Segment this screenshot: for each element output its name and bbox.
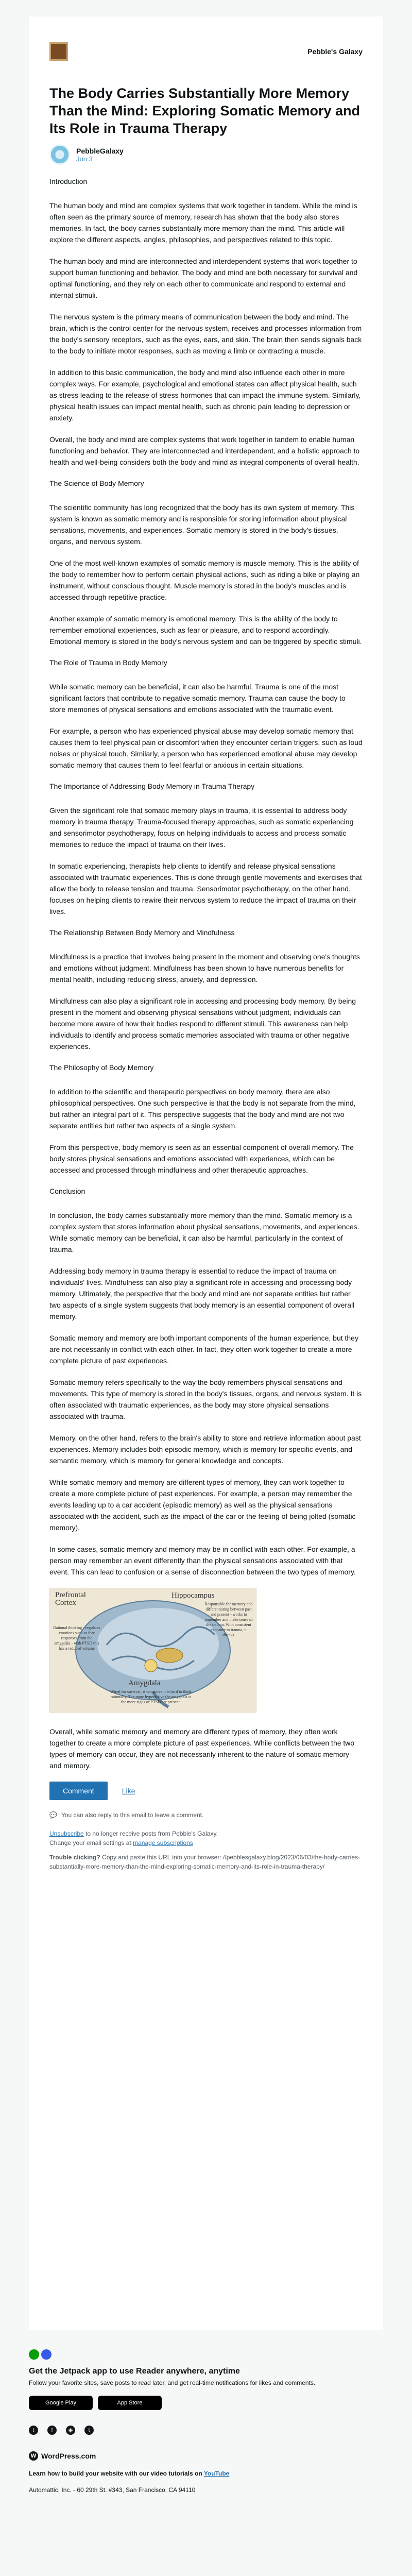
trouble-label: Trouble clicking? bbox=[49, 1854, 100, 1861]
body-paragraph: While somatic memory and memory are different types of memory, they can work together to create a more complete picture of past experiences. For example, a person may remember the events leading up to a car accident (episodic memory) as well as the physical sensations associated with the accident, such as the impact of the car or the feeling of being jolted (somatic memory). bbox=[49, 1478, 356, 1532]
jetpack-logo bbox=[29, 2349, 383, 2360]
jetpack-icon bbox=[29, 2349, 39, 2360]
section-heading: Conclusion bbox=[49, 1187, 85, 1195]
section-heading: The Importance of Addressing Body Memory in Trauma Therapy bbox=[49, 782, 255, 790]
body-paragraph: For example, a person who has experienced physical abuse may develop somatic memory that causes them to feel physical pain or discomfort when they encounter certain triggers, such as loud noises or physical touch. Similarly, a person who has experienced emotional abuse may develop somatic memory that causes them to feel fearful or anxious in certain situations. bbox=[49, 727, 363, 769]
brain-figure bbox=[49, 1588, 256, 1713]
body-paragraph: Overall, the body and mind are complex systems that work together in tandem to enable human functioning and behavior. They are interconnected and interdependent, and a holistic approach to health and well-being considers both the body and mind as integral components of overall health. bbox=[49, 435, 360, 466]
body-paragraph: The nervous system is the primary means of communication between the body and mind. The brain, which is the control center for the nervous system, receives and processes information from the body's sensory receptors, such as the eyes, ears, and skin. The brain then sends signals back to the body to initiate motor responses, such as moving a limb or contracting a muscle. bbox=[49, 313, 362, 355]
body-paragraph: In some cases, somatic memory and memory may be in conflict with each other. For example, a person may remember an event differently than the physical sensations associated with that event. This can lead to confusion or a sense of disconnection between the two types of memory. bbox=[49, 1545, 356, 1576]
closing-paragraph: Overall, while somatic memory and memory are different types of memory, they often work together to create a more complete picture of past experiences. While conflicts between the two types of memory can occur, they are not necessarily inherent to the nature of somatic memory and memory. bbox=[49, 1727, 355, 1770]
body-paragraph: Addressing body memory in trauma therapy is essential to reduce the impact of trauma on individuals' lives. Mindfulness can also play a significant role in accessing and processing body memory. Ultimately, the perspective that the body and mind are not separate entities but rather two aspects of a single system suggests that body memory is an essential component of overall memory. bbox=[49, 1267, 355, 1320]
reply-note-text: You can also reply to this email to leave a comment. bbox=[61, 1811, 204, 1819]
manage-subscriptions-link[interactable]: manage subscriptions bbox=[133, 1839, 193, 1846]
unsubscribe-text: to no longer receive posts from Pebble's Galaxy. bbox=[83, 1830, 218, 1837]
footer-subtext: Follow your favorite sites, save posts to read later, and get real-time notifications for likes and comments. bbox=[29, 2379, 316, 2386]
trouble-text[interactable]: Copy and paste this URL into your browser: //pebblesgalaxy.blog/2023/06/03/the-body-carries-substantially-more-memory-than-the-mind-exploring-somatic-memory-and-its-role-in-trauma-therapy/ bbox=[49, 1854, 360, 1870]
email-card bbox=[29, 16, 383, 2330]
body-paragraph: In addition to this basic communication, the body and mind also influence each other in more complex ways. For example, psychological and emotional states can affect physical health, such as stress leading to the release of stress hormones that can impact the immune system. Similarly, physical health issues can impact mental health, such as chronic pain leading to depression or anxiety. bbox=[49, 368, 361, 422]
body-paragraph: The human body and mind are interconnected and interdependent systems that work together to support human functioning and behavior. The body and mind are both necessary for survival and optimal functioning, and they rely on each other to communicate and respond to external and internal stimuli. bbox=[49, 257, 358, 299]
header bbox=[49, 37, 363, 66]
unsubscribe-link[interactable]: Unsubscribe bbox=[49, 1830, 84, 1837]
body-paragraph: Another example of somatic memory is emotional memory. This is the ability of the body to remember emotional experiences, such as fear or pleasure, and to respond accordingly. Emotional memory is stored in the body's nervous system and can be triggered by specific stimuli. bbox=[49, 615, 362, 646]
tumblr-icon[interactable]: t bbox=[84, 2426, 94, 2435]
social-links bbox=[29, 2426, 383, 2435]
reply-note bbox=[49, 1811, 363, 1819]
section-heading: The Science of Body Memory bbox=[49, 479, 144, 487]
learn-line bbox=[29, 2470, 383, 2477]
section-heading: The Relationship Between Body Memory and Mindfulness bbox=[49, 928, 235, 937]
app-store-buttons bbox=[29, 2396, 383, 2410]
post-date: Jun 3 bbox=[76, 155, 93, 163]
youtube-link[interactable]: YouTube bbox=[203, 2470, 230, 2477]
body-paragraph: In conclusion, the body carries substantially more memory than the mind. Somatic memory is a complex system that stores information about physical sensations, movements, and experiences. While somatic memory can be beneficial, it can also be harmful, particularly in the context of trauma. bbox=[49, 1211, 359, 1253]
wordpress-icon: W bbox=[29, 2451, 38, 2461]
hippocampus-note: Responsible for memory and differentiating between past and present - works to remember and make sense of the trauma. With consistent exposure to trauma, it shrinks. bbox=[204, 1602, 253, 1637]
facebook-icon[interactable]: f bbox=[47, 2426, 57, 2435]
footer-headline: Get the Jetpack app to use Reader anywhere, anytime bbox=[29, 2367, 240, 2376]
section-heading: The Role of Trauma in Body Memory bbox=[49, 658, 167, 667]
email-content bbox=[49, 37, 363, 1871]
like-link[interactable]: Like bbox=[122, 1787, 135, 1795]
body-paragraph: Mindfulness is a practice that involves being present in the moment and observing one's thoughts and emotions without judgment. Mindfulness has been shown to have numerous benefits for mental health, including reducing stress, anxiety, and depression. bbox=[49, 953, 360, 984]
body-paragraph: While somatic memory can be beneficial, it can also be harmful. Trauma is one of the most significant factors that contribute to negative somatic memory. Trauma can cause the body to store memories of physical sensations and emotions associated with the traumatic event. bbox=[49, 683, 346, 714]
body-paragraph: From this perspective, body memory is seen as an essential component of overall memory. The body stores physical sensations and emotions associated with experiences, which can be accessed and processed through mindfulness and other therapeutic approaches. bbox=[49, 1143, 354, 1174]
site-logo[interactable] bbox=[49, 42, 68, 61]
app-store-button[interactable]: App Store bbox=[98, 2396, 162, 2410]
wordpress-name[interactable]: WordPress.com bbox=[41, 2452, 96, 2460]
section-heading: The Philosophy of Body Memory bbox=[49, 1063, 154, 1072]
post-title[interactable]: The Body Carries Substantially More Memory Than the Mind: Exploring Somatic Memory and Its Role in Trauma Therapy bbox=[49, 86, 360, 136]
author-avatar bbox=[49, 144, 70, 165]
change-settings-text: Change your email settings at bbox=[49, 1839, 133, 1846]
instagram-icon[interactable]: ◉ bbox=[66, 2426, 75, 2435]
body-paragraph: In somatic experiencing, therapists help clients to identify and release physical sensations associated with traumatic experiences. This is done through gentle movements and exercises that allow the body to release tension and trauma. Sensorimotor psychotherapy, on the other hand, focuses on helping clients to rewire their nervous system to reduce the impact of trauma on their lives. bbox=[49, 862, 362, 916]
body-paragraph: Memory, on the other hand, refers to the brain's ability to store and retrieve information about past experiences. Memory includes both episodic memory, which is memory for specific events, and semantic memory, which is memory for general knowledge and concepts. bbox=[49, 1434, 361, 1465]
amygdala-label: Amygdala bbox=[128, 1679, 161, 1687]
learn-text: Learn how to build your website with our video tutorials on bbox=[29, 2470, 204, 2477]
wordpress-app-icon bbox=[41, 2349, 52, 2360]
body-paragraph: Given the significant role that somatic memory plays in trauma, it is essential to address body memory in trauma therapy. Trauma-focused therapy approaches, such as somatic experiencing and sensorimotor psychotherapy, focus on helping individuals to access and process somatic memories to reduce the impact of trauma on their lives. bbox=[49, 806, 354, 849]
prefrontal-label: Prefrontal Cortex bbox=[55, 1591, 86, 1607]
prefrontal-note: Rational thinking - regulates emotions such as fear responses from the amygdala - with PTSD this has a reduced volume bbox=[53, 1625, 100, 1651]
company-address: Automattic, Inc. - 60 29th St. #343, San Francisco, CA 94110 bbox=[29, 2486, 196, 2494]
body-paragraph: Somatic memory refers specifically to the way the body remembers physical sensations and movements. This type of memory is stored in the body's tissues, organs, and nervous system. It is often associated with traumatic experiences, as the body may store physical sensations associated with trauma. bbox=[49, 1378, 362, 1420]
body-paragraph: Mindfulness can also play a significant role in accessing and processing body memory. By being present in the moment and observing physical sensations without judgment, individuals can become more aware of how their bodies respond to different stimuli. This awareness can help individuals to identify and process somatic memories associated with trauma or other negative experiences. bbox=[49, 997, 356, 1050]
twitter-icon[interactable]: t bbox=[29, 2426, 38, 2435]
body-paragraph: The scientific community has long recognized that the body has its own system of memory. This system is known as somatic memory and is responsible for storing information about physical sensations, movements, and experiences. Somatic memory is stored in the body's tissues, organs, and nervous system. bbox=[49, 503, 355, 546]
section-heading: Introduction bbox=[49, 177, 88, 185]
reply-icon: 💬 bbox=[49, 1811, 57, 1819]
body-paragraph: The human body and mind are complex systems that work together in tandem. While the mind is often seen as the primary source of memory, research has shown that the body also stores memories. In fact, the body carries substantially more memory than the mind. This article will explore the different aspects, angles, philosophies, and perspectives related to this topic. bbox=[49, 201, 357, 244]
body-paragraph: In addition to the scientific and therapeutic perspectives on body memory, there are also philosophical perspectives. One such perspective is that the body is not separate from the mind, but rather an integral part of it. This perspective suggests that the body and mind are not two separate entities but rather two aspects of a single system. bbox=[49, 1088, 356, 1130]
site-name[interactable]: Pebble's Galaxy bbox=[307, 47, 363, 56]
footer bbox=[29, 2349, 383, 2494]
email-meta bbox=[49, 1829, 363, 1871]
post-body bbox=[49, 176, 363, 1578]
author-block bbox=[49, 144, 363, 165]
hippocampus-label: Hippocampus bbox=[171, 1591, 215, 1600]
author-name: PebbleGalaxy bbox=[76, 146, 124, 155]
body-paragraph: One of the most well-known examples of somatic memory is muscle memory. This is the ability of the body to remember how to perform certain physical actions, such as riding a bike or playing an instrument, without conscious thought. Muscle memory is stored in the body's muscles and is accessed through repetitive practice. bbox=[49, 559, 360, 601]
wordpress-brand bbox=[29, 2451, 383, 2461]
google-play-button[interactable]: Google Play bbox=[29, 2396, 93, 2410]
body-paragraph: Somatic memory and memory are both important components of the human experience, but they are not necessarily in conflict with each other. In fact, they often work together to create a more complete picture of past experiences. bbox=[49, 1334, 358, 1365]
post-actions bbox=[49, 1782, 363, 1800]
amygdala-note: Wired for survival; when active it is hard to think rationally. The more hyperactive the amygdala is the more signs of PTSD are present. bbox=[110, 1689, 192, 1704]
comment-button[interactable]: Comment bbox=[49, 1782, 108, 1800]
